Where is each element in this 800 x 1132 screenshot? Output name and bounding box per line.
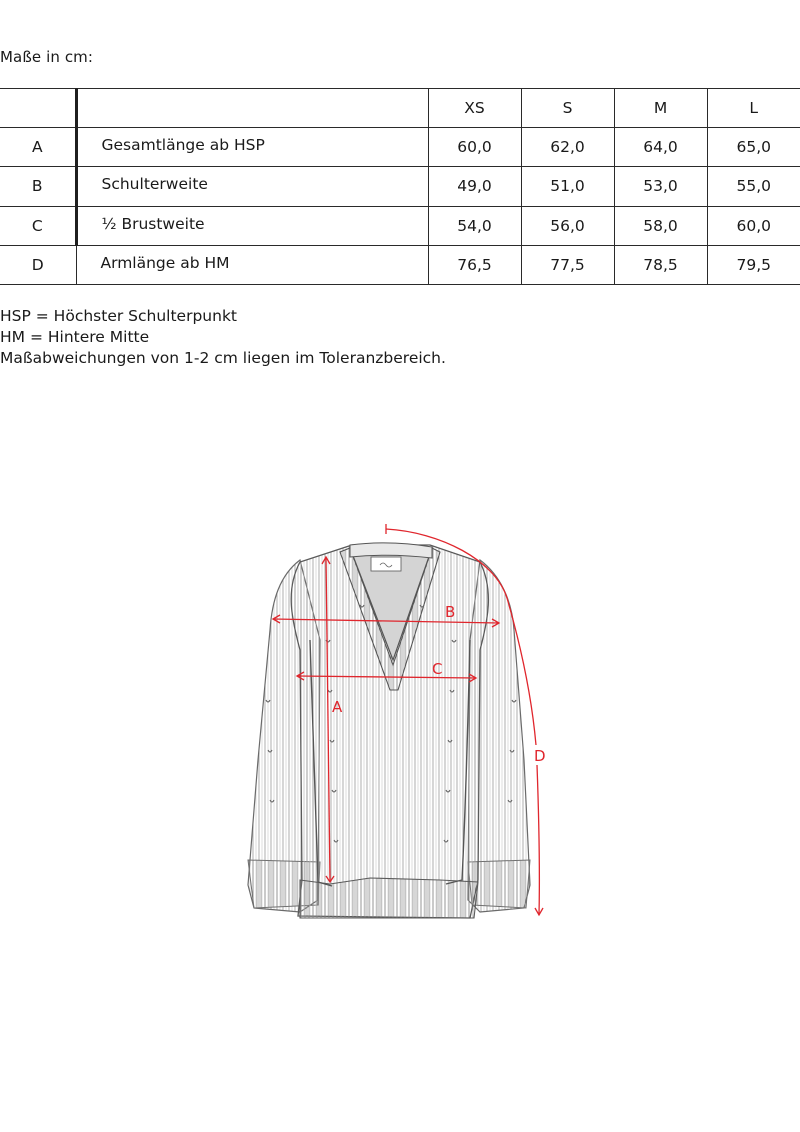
header-size-m: M [614,89,707,128]
row-value-l: 60,0 [707,206,800,245]
row-code: D [0,245,76,284]
row-value-l: 79,5 [707,245,800,284]
row-value-m: 64,0 [614,128,707,167]
row-value-m: 58,0 [614,206,707,245]
table-row [0,128,800,167]
notes-block [0,306,446,369]
row-value-s: 77,5 [521,245,614,284]
measure-d-label: D [534,747,546,765]
row-code: C [0,206,76,245]
row-value-s: 56,0 [521,206,614,245]
sweater-sketch [248,543,530,918]
row-value-xs: 49,0 [428,167,521,206]
row-label: ½ Brustweite [76,206,428,245]
row-label: Gesamtlänge ab HSP [76,128,428,167]
row-value-xs: 76,5 [428,245,521,284]
row-label: Armlänge ab HM [76,245,428,284]
header-label-cell [76,89,428,128]
row-value-l: 55,0 [707,167,800,206]
row-code: A [0,128,76,167]
note-hsp: HSP = Höchster Schulterpunkt [0,307,237,325]
row-label: Schulterweite [76,167,428,206]
sweater-measurement-illustration [240,515,560,925]
table-row [0,245,800,284]
measure-c-label: C [432,660,443,678]
measure-a-label: A [332,698,343,716]
row-value-xs: 60,0 [428,128,521,167]
measure-b-label: B [445,603,456,621]
row-value-xs: 54,0 [428,206,521,245]
note-hm: HM = Hintere Mitte [0,328,150,346]
header-code-cell [0,89,76,128]
size-chart-table [0,88,800,285]
header-size-s: S [521,89,614,128]
header-size-l: L [707,89,800,128]
page-title: Maße in cm: [0,48,94,66]
table-header-row [0,89,800,128]
table-row [0,206,800,245]
note-tolerance: Maßabweichungen von 1-2 cm liegen im Toleranzbereich. [0,349,446,367]
table-row [0,167,800,206]
header-size-xs: XS [428,89,521,128]
row-code: B [0,167,76,206]
row-value-m: 53,0 [614,167,707,206]
row-value-l: 65,0 [707,128,800,167]
row-value-s: 51,0 [521,167,614,206]
row-value-s: 62,0 [521,128,614,167]
row-value-m: 78,5 [614,245,707,284]
